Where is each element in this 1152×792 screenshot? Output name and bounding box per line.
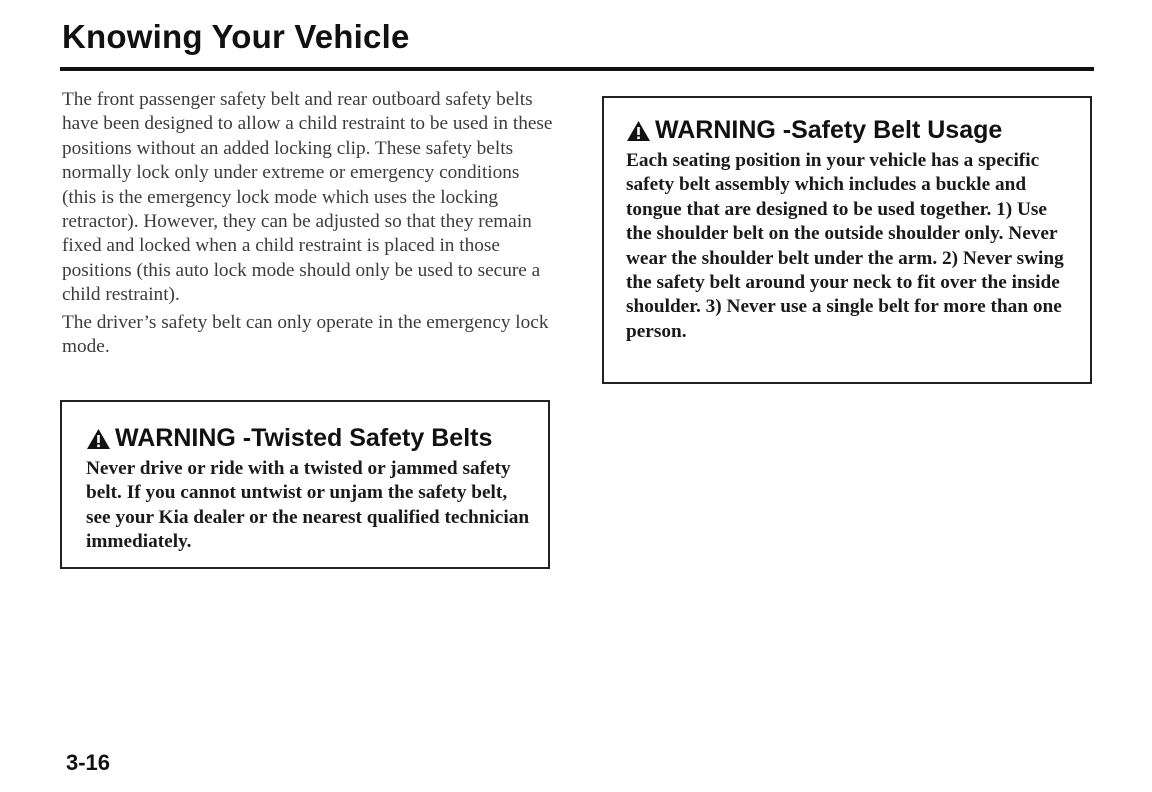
header-divider xyxy=(60,67,1094,71)
warning-text: Each seating position in your vehicle has a specific safety belt assembly which includes a buckle and tongue that are designed to be used together. 1) Use the shoulder belt on the outside shoulder only. Never wear the shoulder belt under the arm. 2) Never swing the safety belt around your neck to fit over the inside shoulder. 3) Never use a single belt for more than one person. xyxy=(626,150,1064,342)
page-number: 3-16 xyxy=(66,750,111,775)
warning-triangle-icon xyxy=(626,120,651,142)
page-title: Knowing Your Vehicle xyxy=(62,18,410,55)
warning-box-twisted-safety-belts xyxy=(60,400,550,569)
warning-triangle-icon xyxy=(86,428,111,450)
warning-text: Never drive or ride with a twisted or jammed safety belt. If you cannot untwist or unjam the safety belt, see your Kia dealer or the nearest qualified technician immediately. xyxy=(86,458,530,553)
warning-title: WARNING -Safety Belt Usage xyxy=(655,116,1003,144)
warning-heading xyxy=(626,116,1074,145)
main-text xyxy=(62,88,554,359)
paragraph: The driver’s safety belt can only operate in the emergency lock mode. xyxy=(62,311,549,358)
warning-title: WARNING -Twisted Safety Belts xyxy=(115,424,493,452)
warning-box-safety-belt-usage xyxy=(602,96,1092,384)
warning-heading xyxy=(86,424,534,453)
paragraph: The front passenger safety belt and rear outboard safety belts have been designed to allow a child restraint to be used in these positions without an added locking clip. These safety belts normally lock only under extreme or emergency conditions (this is the emergency lock mode which uses the locking retractor). However, they can be adjusted so that they remain fixed and locked when a child restraint is placed in those positions (this auto lock mode should only be used to secure a child restraint). xyxy=(62,89,553,306)
